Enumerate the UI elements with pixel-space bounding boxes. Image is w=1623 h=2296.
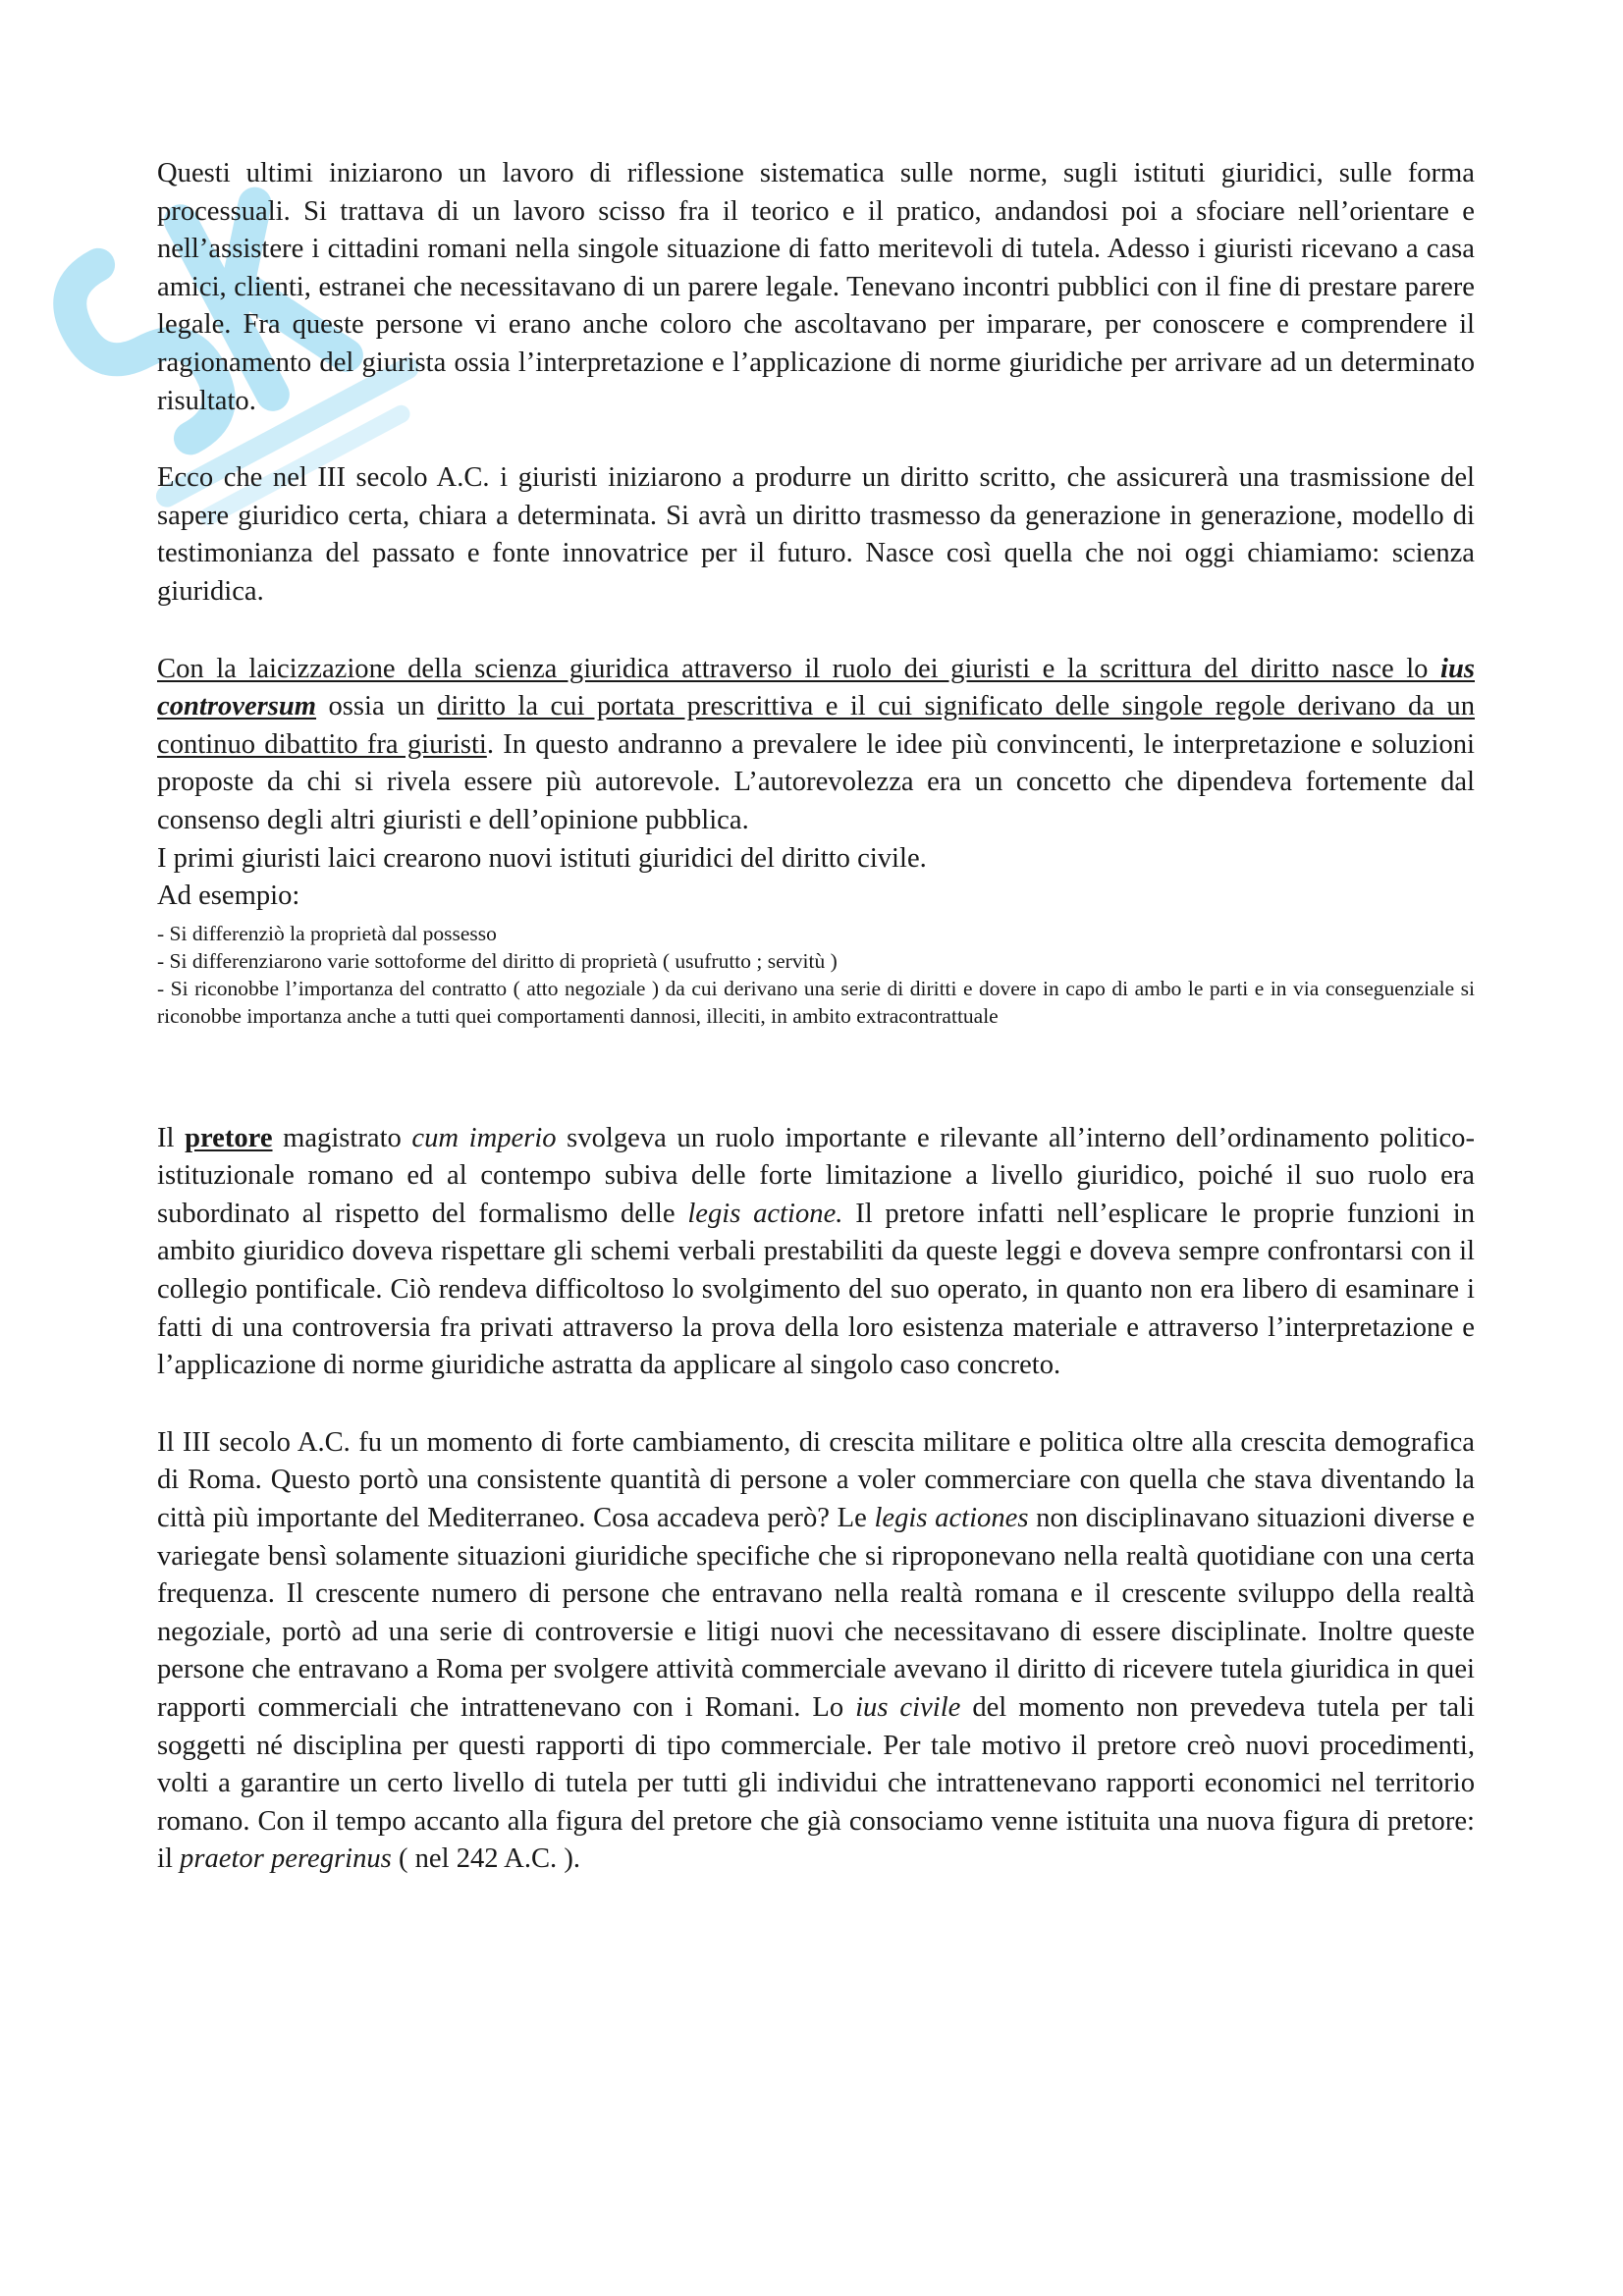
list-item: - Si differenziò la proprietà dal possesso	[157, 921, 497, 945]
paragraph-1: Questi ultimi iniziarono un lavoro di riflessione sistematica sulle norme, sugli istituti giuridici, sulle forma processuali. Si trattava di un lavoro scisso fra il teorico e il pratico, andandosi poi a sfociare nell’orientare e nell’assistere i cittadini romani nella singole situazione di fatto meritevoli di tutela. Adesso i giuristi ricevano a casa amici, clienti, estranei che necessitavano di un parere legale. Tenevano incontri pubblici con il fine di prestare parere legale. Fra queste persone vi erano anche coloro che ascoltavano per imparare, per conoscere e comprendere il ragionamento del giurista ossia l’interpretazione e l’applicazione di norme giuridiche per arrivare ad un determinato risultato.	[157, 158, 1475, 416]
paragraph-4: I primi giuristi laici crearono nuovi istituti giuridici del diritto civile.	[157, 842, 927, 874]
plain-text: Il III secolo A.C. fu un momento di forte cambiamento, di crescita militare e politica oltre alla crescita demografica di Roma. Questo portò una consistente quantità di persone a voler commerciare con quella che stava diventando la città più importante del Mediterraneo. Cosa accadeva però? Le	[157, 1426, 1475, 1534]
plain-text: non disciplinavano situazioni diverse e variegate bensì solamente situazioni giuridiche specifiche che si riproponevano nella realtà quotidiane con una certa frequenza. Il crescente numero di persone che entravano nella realtà romana e il crescente sviluppo della realtà negoziale, portò ad una serie di controversie e litigi nuovi che necessitavano di essere disciplinate. Inoltre queste persone che entravano a Roma per svolgere attività commerciale avevano il diritto di ricevere tutela giuridica in quei rapporti commerciali che intrattenevano con i Romani. Lo	[157, 1503, 1475, 1723]
paragraph-3	[157, 651, 1475, 840]
plain-text: del momento non prevedeva tutela per tali soggetti né disciplina per questi rapporti di tipo commerciale. Per tale motivo il pretore creò nuovi procedimenti, volti a garantire un certo livello di tutela per tutti gli individui che intrattenevano rapporti economici nel territorio romano. Con il tempo accanto alla figura del pretore che già consociamo venne istituita una nuova figura di pretore: il	[157, 1692, 1475, 1875]
plain-text: magistrato	[272, 1122, 412, 1153]
underlined-definition: diritto la cui portata prescrittiva e il cui significato delle singole regole derivano da un continuo dibattito fra giuristi	[157, 691, 1475, 760]
italic-term: ius civile	[855, 1692, 961, 1723]
italic-term: cum imperio	[411, 1122, 557, 1153]
plain-text: ossia un	[316, 691, 438, 722]
paragraph-7	[157, 1424, 1475, 1879]
italic-term: legis actiones	[874, 1503, 1029, 1534]
paragraph-6	[157, 1120, 1475, 1385]
list-item: - Si riconobbe l’importanza del contratto ( atto negoziale ) da cui derivano una serie di diritti e dovere in capo di ambo le parti e in via conseguenziale si riconobbe importanza anche a tutti quei comportamenti dannosi, illeciti, in ambito extracontrattuale	[157, 976, 1475, 1028]
underlined-text: Con la laicizzazione della scienza giuridica attraverso il ruolo dei giuristi e la scrittura del diritto nasce lo	[157, 653, 1441, 684]
plain-text: Il pretore infatti nell’esplicare le proprie funzioni in ambito giuridico doveva rispettare gli schemi verbali prestabiliti da queste leggi e doveva sempre confrontarsi con il collegio pontificale. Ciò rendeva difficoltoso lo svolgimento del suo operato, in quanto non era libero di esaminare i fatti di una controversia fra privati attraverso la prova della loro esistenza materiale e attraverso l’interpretazione e l’applicazione di norme giuridiche astratta da applicare al singolo caso concreto.	[157, 1198, 1476, 1381]
list-item: - Si differenziarono varie sottoforme del diritto di proprietà ( usufrutto ; servitù )	[157, 948, 838, 973]
term-ius-controversum: ius controversum	[157, 653, 1475, 722]
plain-text: ( nel 242 A.C. ).	[391, 1843, 581, 1875]
document-page	[157, 155, 1475, 1879]
italic-term: legis actione.	[687, 1198, 843, 1229]
plain-text: . In questo andranno a prevalere le idee più convincenti, le interpretazione e soluzioni proposte da chi si rivela essere più autorevole. L’autorevolezza era un concetto che dipendeva fortemente dal consenso degli altri giuristi e dell’opinione pubblica.	[157, 728, 1475, 835]
term-pretore: pretore	[185, 1122, 273, 1153]
paragraph-2: Ecco che nel III secolo A.C. i giuristi iniziarono a produrre un diritto scritto, che assicurerà una trasmissione del sapere giuridico certa, chiara a determinata. Si avrà un diritto trasmesso da generazione in generazione, modello di testimonianza del passato e fonte innovatrice per il futuro. Nasce così quella che noi oggi chiamiamo: scienza giuridica.	[157, 462, 1475, 607]
paragraph-5: Ad esempio:	[157, 881, 300, 912]
italic-term: praetor peregrinus	[180, 1843, 392, 1875]
plain-text: Il	[157, 1122, 186, 1153]
plain-text: svolgeva un ruolo importante e rilevante all’interno dell’ordinamento politico-istituzionale romano ed al contempo subiva delle forte limitazione a livello giuridico, poiché il suo ruolo era subordinato al rispetto del formalismo delle	[157, 1122, 1475, 1229]
